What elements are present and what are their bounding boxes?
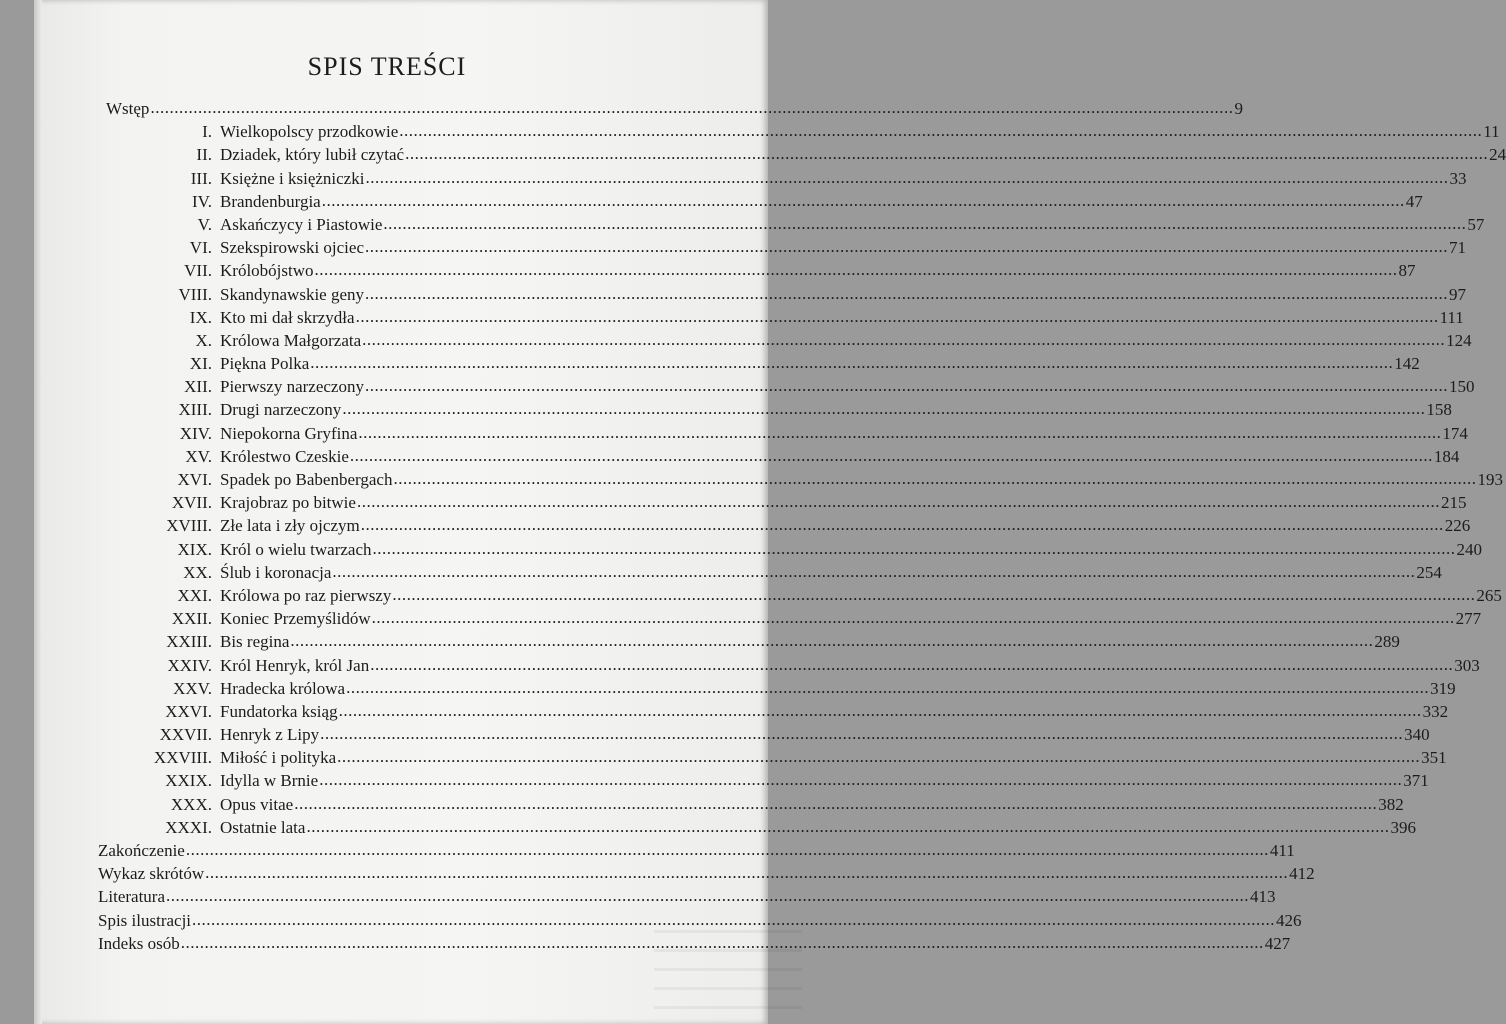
toc-entry: [98, 839, 1295, 862]
page-number: 150: [1448, 377, 1475, 397]
dot-leader: [346, 676, 1429, 699]
dot-leader: [365, 282, 1448, 305]
chapter-number: XX.: [183, 562, 212, 582]
page-number: 158: [1426, 400, 1452, 420]
page-number: 413: [1250, 887, 1276, 907]
toc-entry: [98, 746, 1447, 769]
chapter-title: Królestwo Czeskie: [220, 446, 349, 466]
page-number: 111: [1439, 307, 1464, 327]
dot-leader: [290, 629, 1373, 652]
page-number: 193: [1477, 470, 1503, 489]
page-number: 303: [1454, 655, 1480, 675]
chapter-title: Brandenburgia: [220, 191, 321, 211]
chapter-title: Indeks osób: [98, 933, 180, 953]
toc-entry: [98, 306, 1464, 329]
dot-leader: [365, 166, 1448, 189]
chapter-number: XXIV.: [167, 655, 212, 675]
dot-leader: [320, 722, 1403, 745]
toc-entry: [98, 143, 1506, 166]
dot-leader: [356, 305, 1439, 328]
chapter-title: Złe lata i zły ojczym: [220, 516, 360, 536]
dot-leader: [365, 235, 1448, 258]
chapter-title: Skandynawskie geny: [220, 284, 365, 304]
page-number: 319: [1430, 678, 1456, 698]
toc-entry: [98, 352, 1420, 375]
chapter-number: V.: [197, 214, 212, 234]
chapter-number: XIV.: [179, 423, 212, 443]
chapter-title: Drugi narzeczony: [220, 400, 342, 420]
dot-leader: [361, 513, 1444, 536]
dot-leader: [372, 606, 1455, 629]
chapter-number: XI.: [189, 354, 212, 374]
chapter-title: Bis regina: [220, 632, 290, 652]
chapter-number: II.: [196, 145, 212, 165]
toc-entry: [98, 422, 1468, 445]
page-number: 265: [1476, 585, 1502, 605]
chapter-title: Król o wielu twarzach: [220, 539, 372, 559]
page-number: 57: [1467, 214, 1485, 234]
chapter-number: VII.: [184, 261, 212, 281]
toc-entry: [98, 584, 1502, 607]
toc-entry: [98, 561, 1442, 584]
chapter-title: Wykaz skrótów: [98, 864, 205, 884]
chapter-number: XVII.: [171, 493, 212, 513]
page-number: 289: [1374, 632, 1400, 652]
page-number: 411: [1269, 841, 1295, 860]
dot-leader: [358, 421, 1441, 444]
chapter-title: Wielkopolscy przodkowie: [220, 122, 399, 142]
dot-leader: [399, 119, 1482, 142]
page-number: 426: [1276, 910, 1302, 930]
chapter-title: Ślub i koronacja: [220, 562, 332, 582]
page-number: 184: [1433, 446, 1460, 466]
toc-entry: [98, 167, 1467, 190]
chapter-number: XVIII.: [166, 516, 212, 536]
page-number: 240: [1456, 539, 1483, 559]
book-page: [34, 0, 1506, 1024]
chapter-title: Księżne i księżniczki: [220, 168, 365, 188]
chapter-title: Idylla w Brnie: [220, 771, 319, 791]
chapter-title: Król Henryk, król Jan: [220, 655, 370, 675]
toc-entry: [98, 213, 1485, 236]
dot-leader: [315, 258, 1398, 281]
chapter-number: XII.: [184, 377, 212, 397]
chapter-title: Piękna Polka: [220, 354, 310, 374]
chapter-title: Wstęp: [106, 99, 150, 118]
chapter-title: Fundatorka ksiąg: [220, 701, 338, 721]
dot-leader: [405, 142, 1488, 165]
chapter-number: XXXI.: [165, 817, 212, 837]
page-number: 382: [1378, 794, 1404, 814]
page-number: 87: [1398, 261, 1416, 281]
dot-leader: [357, 490, 1440, 513]
chapter-title: Królobójstwo: [220, 261, 314, 281]
page-number: 9: [1234, 99, 1243, 118]
dot-leader: [310, 351, 1393, 374]
chapter-title: Koniec Przemyślidów: [220, 609, 371, 629]
chapter-number: XXX.: [170, 794, 212, 814]
chapter-number: XXVI.: [165, 701, 212, 721]
page-number: 332: [1422, 701, 1449, 721]
page-number: 351: [1421, 748, 1447, 768]
toc-entry: [98, 491, 1467, 514]
toc-entry: [98, 375, 1475, 398]
page-number: 215: [1440, 493, 1467, 513]
page-number: 340: [1404, 725, 1430, 745]
chapter-number: IX.: [189, 307, 212, 327]
dot-leader: [383, 212, 1466, 235]
dot-leader: [339, 699, 1422, 722]
toc-entry: [98, 97, 1243, 120]
chapter-number: XIII.: [178, 400, 212, 420]
chapter-number: XXVII.: [159, 725, 212, 745]
chapter-number: IV.: [192, 191, 212, 211]
page-gutter: [34, 0, 42, 1024]
toc-entry: [98, 514, 1471, 537]
chapter-number: VIII.: [178, 284, 212, 304]
toc-entry: [98, 190, 1423, 213]
chapter-number: XXI.: [177, 585, 212, 605]
chapter-title: Kto mi dał skrzydła: [220, 307, 355, 327]
toc-entry: [98, 607, 1482, 630]
dot-leader: [166, 884, 1249, 907]
dot-leader: [342, 397, 1425, 420]
chapter-number: XV.: [185, 446, 212, 466]
chapter-number: XXV.: [173, 678, 212, 698]
page-number: 142: [1394, 354, 1420, 374]
toc-entry: [98, 700, 1449, 723]
page-number: 33: [1449, 168, 1467, 188]
chapter-title: Królowa po raz pierwszy: [220, 585, 392, 605]
dot-leader: [150, 96, 1233, 119]
page-number: 11: [1483, 122, 1500, 142]
dot-leader: [205, 861, 1288, 884]
toc-entry: [98, 236, 1466, 259]
dot-leader: [319, 768, 1402, 791]
toc-entry: [98, 630, 1400, 653]
dot-leader: [186, 838, 1269, 861]
chapter-number: XXVIII.: [153, 748, 212, 768]
toc-entry: [98, 769, 1429, 792]
chapter-number: XXII.: [171, 609, 212, 629]
page-number: 277: [1455, 609, 1482, 629]
table-of-contents: [98, 97, 1506, 955]
page-number: 396: [1390, 817, 1416, 837]
toc-entry: [98, 677, 1456, 700]
chapter-title: Opus vitae: [220, 794, 294, 814]
chapter-number: XIX.: [177, 539, 212, 559]
chapter-title: Spis ilustracji: [98, 910, 192, 930]
page-number: 174: [1442, 423, 1468, 443]
toc-entry: [98, 654, 1480, 677]
page-number: 427: [1264, 933, 1291, 953]
chapter-number: X.: [195, 330, 212, 350]
page-number: 97: [1449, 284, 1467, 304]
chapter-title: Ostatnie lata: [220, 817, 306, 837]
dot-leader: [392, 583, 1475, 606]
dot-leader: [332, 560, 1415, 583]
page-number: 226: [1444, 516, 1471, 536]
page-number: 47: [1405, 191, 1423, 211]
dot-leader: [393, 467, 1476, 490]
dot-leader: [350, 444, 1433, 467]
toc-entry: [98, 468, 1503, 491]
toc-entry: [98, 538, 1483, 561]
dot-leader: [362, 328, 1445, 351]
chapter-number: XVI.: [177, 470, 212, 489]
toc-entry: [98, 259, 1416, 282]
dot-leader: [373, 537, 1456, 560]
dot-leader: [294, 792, 1377, 815]
chapter-title: Zakończenie: [98, 841, 185, 860]
chapter-number: III.: [190, 168, 212, 188]
page-number: 71: [1449, 238, 1466, 258]
chapter-title: Szekspirowski ojciec: [220, 238, 364, 258]
page-number: 254: [1416, 562, 1442, 582]
page-number: 24: [1489, 145, 1506, 165]
chapter-title: Henryk z Lipy: [220, 725, 320, 745]
page-number: 124: [1446, 330, 1472, 350]
chapter-number: XXIX.: [165, 771, 212, 791]
toc-entry: [98, 723, 1430, 746]
chapter-number: I.: [202, 122, 212, 142]
toc-entry: [98, 862, 1315, 885]
chapter-title: Niepokorna Gryfina: [220, 423, 358, 443]
page-number: 412: [1289, 864, 1315, 884]
chapter-title: Askańczycy i Piastowie: [220, 214, 383, 234]
chapter-title: Pierwszy narzeczony: [220, 377, 364, 397]
dot-leader: [337, 745, 1420, 768]
toc-entry: [98, 398, 1452, 421]
toc-entry: [98, 816, 1416, 839]
dot-leader: [306, 815, 1389, 838]
show-through-text: [654, 930, 802, 1010]
chapter-title: Literatura: [98, 887, 166, 907]
toc-entry: [98, 885, 1276, 908]
page-number: 371: [1403, 771, 1429, 791]
toc-entry: [98, 445, 1460, 468]
chapter-title: Spadek po Babenbergach: [220, 470, 393, 489]
chapter-title: Miłość i polityka: [220, 748, 337, 768]
chapter-title: Królowa Małgorzata: [220, 330, 362, 350]
toc-entry: [98, 283, 1467, 306]
chapter-title: Dziadek, który lubił czytać: [220, 145, 405, 165]
dot-leader: [192, 908, 1275, 931]
dot-leader: [370, 653, 1453, 676]
chapter-title: Krajobraz po bitwie: [220, 493, 356, 513]
toc-entry: [98, 120, 1500, 143]
toc-entry: [98, 793, 1404, 816]
toc-entry: [98, 329, 1472, 352]
dot-leader: [322, 189, 1405, 212]
chapter-title: Hradecka królowa: [220, 678, 346, 698]
toc-entry: [98, 909, 1302, 932]
dot-leader: [365, 374, 1448, 397]
chapter-number: VI.: [189, 238, 212, 258]
chapter-number: XXIII.: [166, 632, 212, 652]
page-title: SPIS TREŚCI: [307, 52, 467, 81]
